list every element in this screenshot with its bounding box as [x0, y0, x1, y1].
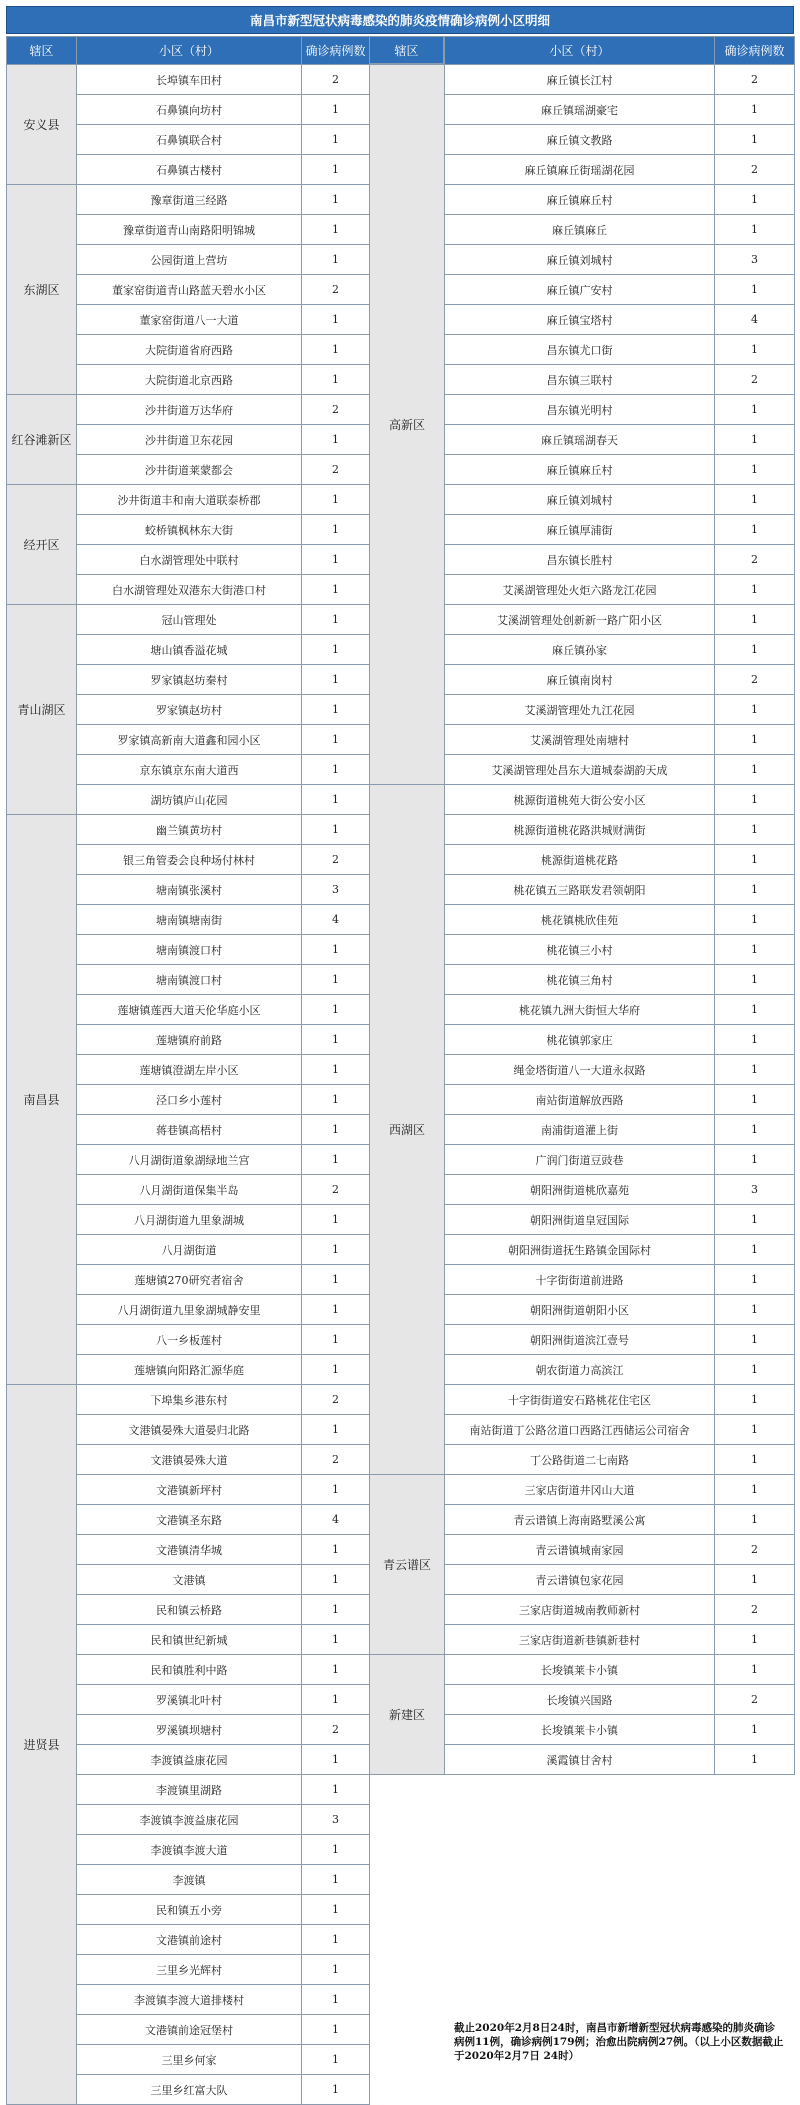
community-cell: 李渡镇里湖路 [77, 1775, 302, 1805]
community-cell: 桃花镇九洲大街恒大华府 [445, 995, 715, 1025]
community-cell: 朝阳洲街道皇冠国际 [445, 1205, 715, 1235]
case-count-cell: 1 [302, 965, 370, 995]
case-count-cell: 3 [302, 875, 370, 905]
case-count-cell: 1 [302, 695, 370, 725]
case-count-cell: 1 [715, 1415, 795, 1445]
case-count-cell: 1 [302, 185, 370, 215]
case-count-cell: 2 [715, 365, 795, 395]
case-count-cell: 1 [715, 275, 795, 305]
case-count-cell: 2 [715, 545, 795, 575]
case-count-cell: 1 [302, 1355, 370, 1385]
case-count-cell: 1 [302, 485, 370, 515]
community-cell: 李渡镇 [77, 1865, 302, 1895]
district-cell: 新建区 [370, 1655, 445, 1775]
case-count-cell: 1 [302, 245, 370, 275]
community-cell: 南浦街道灌上街 [445, 1115, 715, 1145]
case-count-cell: 1 [715, 845, 795, 875]
community-cell: 长埈镇兴国路 [445, 1685, 715, 1715]
case-count-cell: 1 [302, 1235, 370, 1265]
case-count-cell: 2 [302, 1715, 370, 1745]
case-count-cell: 1 [302, 725, 370, 755]
community-cell: 石鼻镇联合村 [77, 125, 302, 155]
case-count-cell: 1 [302, 1025, 370, 1055]
case-count-cell: 1 [715, 455, 795, 485]
community-cell: 艾溪湖管理处九江花园 [445, 695, 715, 725]
case-count-cell: 1 [302, 1535, 370, 1565]
community-cell: 幽兰镇黄坊村 [77, 815, 302, 845]
community-cell: 白水湖管理处双港东大街港口村 [77, 575, 302, 605]
case-count-cell: 1 [715, 1745, 795, 1775]
case-count-cell: 1 [715, 725, 795, 755]
case-count-cell: 1 [302, 1895, 370, 1925]
case-count-cell: 1 [715, 1325, 795, 1355]
community-cell: 京东镇京东南大道西 [77, 755, 302, 785]
community-cell: 艾溪湖管理处昌东大道城泰湖韵天成 [445, 755, 715, 785]
district-cell: 安义县 [7, 65, 77, 185]
header-cases: 确诊病例数 [715, 37, 795, 65]
district-cell: 进贤县 [7, 1385, 77, 2105]
case-count-cell: 1 [715, 1565, 795, 1595]
case-count-cell: 1 [302, 1655, 370, 1685]
community-cell: 南站街道解放西路 [445, 1085, 715, 1115]
case-count-cell: 1 [715, 1085, 795, 1115]
case-count-cell: 2 [302, 845, 370, 875]
community-cell: 沙井街道万达华府 [77, 395, 302, 425]
table-row [370, 785, 795, 815]
community-cell: 桃花镇桃欣佳苑 [445, 905, 715, 935]
case-count-cell: 1 [302, 1925, 370, 1955]
community-cell: 文港镇 [77, 1565, 302, 1595]
community-cell: 民和镇五小旁 [77, 1895, 302, 1925]
community-cell: 莲塘镇270研究者宿舍 [77, 1265, 302, 1295]
community-cell: 青云谱镇包家花园 [445, 1565, 715, 1595]
community-cell: 麻丘镇文教路 [445, 125, 715, 155]
case-count-cell: 1 [302, 155, 370, 185]
community-cell: 蒋巷镇高梧村 [77, 1115, 302, 1145]
community-cell: 麻丘镇厚浦街 [445, 515, 715, 545]
case-count-cell: 1 [715, 125, 795, 155]
case-count-cell: 1 [302, 935, 370, 965]
page-title: 南昌市新型冠状病毒感染的肺炎疫情确诊病例小区明细 [6, 6, 794, 34]
community-cell: 长埠镇车田村 [77, 65, 302, 95]
community-cell: 桃花镇郭家庄 [445, 1025, 715, 1055]
community-cell: 朝阳洲街道抚生路镇金国际村 [445, 1235, 715, 1265]
case-count-cell: 1 [302, 605, 370, 635]
community-cell: 麻丘镇刘城村 [445, 485, 715, 515]
community-cell: 朝阳洲街道滨江壹号 [445, 1325, 715, 1355]
case-count-cell: 1 [302, 1475, 370, 1505]
community-cell: 罗家镇赵坊村 [77, 695, 302, 725]
case-count-cell: 1 [715, 815, 795, 845]
community-cell: 麻丘镇瑶湖春天 [445, 425, 715, 455]
case-count-cell: 1 [715, 95, 795, 125]
case-count-cell: 1 [715, 965, 795, 995]
community-cell: 三家店街道城南教师新村 [445, 1595, 715, 1625]
community-cell: 莲塘镇向阳路汇源华庭 [77, 1355, 302, 1385]
case-count-cell: 4 [302, 905, 370, 935]
case-count-cell: 1 [715, 695, 795, 725]
case-count-cell: 1 [302, 515, 370, 545]
community-cell: 董家窑街道青山路蓝天碧水小区 [77, 275, 302, 305]
case-count-cell: 1 [302, 2075, 370, 2105]
community-cell: 八月湖街道九里象湖城 [77, 1205, 302, 1235]
community-cell: 石鼻镇向坊村 [77, 95, 302, 125]
case-count-cell: 1 [715, 1295, 795, 1325]
case-count-cell: 1 [715, 905, 795, 935]
community-cell: 沙井街道莱蒙都会 [77, 455, 302, 485]
community-cell: 白水湖管理处中联村 [77, 545, 302, 575]
case-count-cell: 1 [715, 605, 795, 635]
case-count-cell: 1 [715, 1625, 795, 1655]
community-cell: 莲塘镇府前路 [77, 1025, 302, 1055]
community-cell: 豫章街道青山南路阳明锦城 [77, 215, 302, 245]
case-count-cell: 1 [302, 1595, 370, 1625]
case-count-cell: 1 [715, 755, 795, 785]
community-cell: 文港镇清华城 [77, 1535, 302, 1565]
case-count-cell: 1 [302, 1835, 370, 1865]
case-count-cell: 1 [715, 1205, 795, 1235]
community-cell: 昌东镇长胜村 [445, 545, 715, 575]
case-count-cell: 1 [302, 305, 370, 335]
community-cell: 罗溪镇坝塘村 [77, 1715, 302, 1745]
case-count-cell: 1 [715, 785, 795, 815]
case-count-cell: 1 [302, 815, 370, 845]
case-count-cell: 1 [715, 1385, 795, 1415]
case-count-cell: 1 [715, 1025, 795, 1055]
case-count-cell: 3 [715, 1175, 795, 1205]
community-cell: 文港镇晏殊大道晏归北路 [77, 1415, 302, 1445]
case-count-cell: 1 [715, 575, 795, 605]
case-count-cell: 2 [715, 65, 795, 95]
table-row [370, 65, 795, 95]
case-count-cell: 2 [715, 1685, 795, 1715]
case-count-cell: 2 [715, 1535, 795, 1565]
case-count-cell: 1 [715, 1265, 795, 1295]
case-count-cell: 1 [302, 1205, 370, 1235]
community-cell: 昌东镇三联村 [445, 365, 715, 395]
header-district: 辖区 [369, 36, 444, 64]
case-count-cell: 1 [302, 755, 370, 785]
community-cell: 广润门街道豆豉巷 [445, 1145, 715, 1175]
community-cell: 麻丘镇麻丘街瑶湖花园 [445, 155, 715, 185]
case-count-cell: 1 [302, 335, 370, 365]
community-cell: 桃花镇三角村 [445, 965, 715, 995]
community-cell: 蛟桥镇枫林东大街 [77, 515, 302, 545]
right-case-table [444, 36, 795, 65]
community-cell: 罗家镇高新南大道鑫和园小区 [77, 725, 302, 755]
community-cell: 麻丘镇孙家 [445, 635, 715, 665]
case-count-cell: 1 [715, 635, 795, 665]
case-count-cell: 1 [302, 95, 370, 125]
case-count-cell: 1 [715, 1655, 795, 1685]
case-count-cell: 1 [715, 1715, 795, 1745]
community-cell: 昌东镇尤口街 [445, 335, 715, 365]
case-count-cell: 2 [715, 1595, 795, 1625]
case-count-cell: 1 [302, 545, 370, 575]
case-count-cell: 2 [302, 1175, 370, 1205]
case-count-cell: 1 [715, 215, 795, 245]
community-cell: 民和镇胜利中路 [77, 1655, 302, 1685]
community-cell: 朝阳洲街道桃欣嘉苑 [445, 1175, 715, 1205]
community-cell: 青云谱镇城南家园 [445, 1535, 715, 1565]
community-cell: 李渡镇李渡大道 [77, 1835, 302, 1865]
summary-note: 截止2020年2月8日24时，南昌市新增新型冠状病毒感染的肺炎确诊病例11例，确诊病例179例；治愈出院病例27例。（以上小区数据截止于2020年2月7日 24时） [454, 2022, 784, 2062]
community-cell: 八月湖街道象湖绿地兰宫 [77, 1145, 302, 1175]
community-cell: 八一乡板莲村 [77, 1325, 302, 1355]
case-count-cell: 1 [302, 125, 370, 155]
header-community: 小区（村） [445, 37, 715, 65]
community-cell: 罗溪镇北叶村 [77, 1685, 302, 1715]
community-cell: 大院街道北京西路 [77, 365, 302, 395]
case-count-cell: 1 [302, 2015, 370, 2045]
case-count-cell: 1 [715, 1115, 795, 1145]
case-count-cell: 2 [715, 155, 795, 185]
case-count-cell: 1 [302, 425, 370, 455]
case-count-cell: 1 [302, 1145, 370, 1175]
community-cell: 麻丘镇刘城村 [445, 245, 715, 275]
case-count-cell: 2 [302, 395, 370, 425]
table-row [370, 1475, 795, 1505]
community-cell: 李渡镇李渡大道排楼村 [77, 1985, 302, 2015]
community-cell: 桃花镇三小村 [445, 935, 715, 965]
case-count-cell: 1 [715, 1355, 795, 1385]
case-count-cell: 1 [715, 1505, 795, 1535]
community-cell: 文港镇晏殊大道 [77, 1445, 302, 1475]
case-count-cell: 2 [302, 275, 370, 305]
community-cell: 塘南镇渡口村 [77, 935, 302, 965]
community-cell: 塘山镇香溢花城 [77, 635, 302, 665]
case-count-cell: 2 [302, 1445, 370, 1475]
community-cell: 三家店街道井冈山大道 [445, 1475, 715, 1505]
case-count-cell: 1 [302, 1865, 370, 1895]
community-cell: 民和镇世纪新城 [77, 1625, 302, 1655]
case-count-cell: 1 [715, 515, 795, 545]
community-cell: 麻丘镇麻丘村 [445, 455, 715, 485]
community-cell: 艾溪湖管理处火炬六路龙江花园 [445, 575, 715, 605]
case-count-cell: 1 [715, 875, 795, 905]
community-cell: 十字街街道前进路 [445, 1265, 715, 1295]
right-header-row [445, 37, 795, 65]
district-cell: 青山湖区 [7, 605, 77, 815]
community-cell: 塘南镇塘南街 [77, 905, 302, 935]
community-cell: 桃源街道桃花路洪城财满街 [445, 815, 715, 845]
community-cell: 泾口乡小莲村 [77, 1085, 302, 1115]
community-cell: 桃源街道桃花路 [445, 845, 715, 875]
case-count-cell: 1 [302, 215, 370, 245]
case-count-cell: 1 [302, 1985, 370, 2015]
case-count-cell: 1 [715, 335, 795, 365]
community-cell: 三家店街道新巷镇新巷村 [445, 1625, 715, 1655]
table-row [370, 1655, 795, 1685]
community-cell: 沙井街道卫东花园 [77, 425, 302, 455]
community-cell: 莲塘镇澄湖左岸小区 [77, 1055, 302, 1085]
header-community: 小区（村） [77, 37, 302, 65]
community-cell: 艾溪湖管理处创新新一路广阳小区 [445, 605, 715, 635]
case-count-cell: 1 [715, 425, 795, 455]
case-count-cell: 1 [715, 1475, 795, 1505]
community-cell: 昌东镇光明村 [445, 395, 715, 425]
community-cell: 莲塘镇莲西大道天伦华庭小区 [77, 995, 302, 1025]
community-cell: 民和镇云桥路 [77, 1595, 302, 1625]
community-cell: 麻丘镇瑶湖豪宅 [445, 95, 715, 125]
community-cell: 桃花镇五三路联发君领朝阳 [445, 875, 715, 905]
case-count-cell: 1 [715, 1445, 795, 1475]
case-count-cell: 1 [302, 1565, 370, 1595]
case-count-cell: 4 [715, 305, 795, 335]
district-cell: 西湖区 [370, 785, 445, 1475]
district-cell: 青云谱区 [370, 1475, 445, 1655]
case-count-cell: 1 [302, 1295, 370, 1325]
case-count-cell: 1 [302, 665, 370, 695]
case-count-cell: 1 [715, 185, 795, 215]
district-cell: 经开区 [7, 485, 77, 605]
community-cell: 冠山管理处 [77, 605, 302, 635]
case-count-cell: 1 [715, 485, 795, 515]
case-count-cell: 1 [302, 1775, 370, 1805]
community-cell: 麻丘镇麻丘 [445, 215, 715, 245]
community-cell: 麻丘镇宝塔村 [445, 305, 715, 335]
community-cell: 下埠集乡港东村 [77, 1385, 302, 1415]
community-cell: 麻丘镇广安村 [445, 275, 715, 305]
community-cell: 银三角管委会良种场付林村 [77, 845, 302, 875]
case-count-cell: 1 [302, 365, 370, 395]
left-panel [6, 36, 369, 2105]
community-cell: 三里乡何家 [77, 2045, 302, 2075]
community-cell: 八月湖街道 [77, 1235, 302, 1265]
community-cell: 李渡镇李渡益康花园 [77, 1805, 302, 1835]
case-count-cell: 3 [302, 1805, 370, 1835]
page [6, 6, 794, 2097]
community-cell: 十字街街道安石路桃花住宅区 [445, 1385, 715, 1415]
community-cell: 长埈镇莱卡小镇 [445, 1715, 715, 1745]
community-cell: 丁公路街道二七南路 [445, 1445, 715, 1475]
community-cell: 大院街道省府西路 [77, 335, 302, 365]
community-cell: 湖坊镇庐山花园 [77, 785, 302, 815]
case-count-cell: 1 [302, 1685, 370, 1715]
community-cell: 石鼻镇古楼村 [77, 155, 302, 185]
case-count-cell: 1 [302, 785, 370, 815]
community-cell: 公园街道上营坊 [77, 245, 302, 275]
community-cell: 文港镇圣东路 [77, 1505, 302, 1535]
case-count-cell: 1 [302, 2045, 370, 2075]
community-cell: 董家窑街道八一大道 [77, 305, 302, 335]
header-cases: 确诊病例数 [302, 37, 370, 65]
community-cell: 朝农街道力高滨江 [445, 1355, 715, 1385]
community-cell: 桃源街道桃苑大街公安小区 [445, 785, 715, 815]
case-count-cell: 1 [302, 1625, 370, 1655]
community-cell: 文港镇前途冠堡村 [77, 2015, 302, 2045]
case-count-cell: 1 [302, 1745, 370, 1775]
case-count-cell: 1 [715, 1235, 795, 1265]
community-cell: 八月湖街道九里象湖城静安里 [77, 1295, 302, 1325]
community-cell: 罗家镇赵坊秦村 [77, 665, 302, 695]
community-cell: 塘南镇渡口村 [77, 965, 302, 995]
community-cell: 文港镇新坪村 [77, 1475, 302, 1505]
case-count-cell: 1 [302, 575, 370, 605]
case-count-cell: 1 [302, 1955, 370, 1985]
community-cell: 绳金塔街道八一大道永叔路 [445, 1055, 715, 1085]
case-count-cell: 2 [302, 1385, 370, 1415]
case-count-cell: 1 [302, 1115, 370, 1145]
header-district: 辖区 [7, 37, 77, 65]
community-cell: 八月湖街道保集半岛 [77, 1175, 302, 1205]
district-cell: 红谷滩新区 [7, 395, 77, 485]
case-count-cell: 1 [302, 1415, 370, 1445]
case-count-cell: 4 [302, 1505, 370, 1535]
case-count-cell: 2 [302, 455, 370, 485]
case-count-cell: 1 [715, 995, 795, 1025]
case-count-cell: 1 [302, 635, 370, 665]
community-cell: 三里乡红富大队 [77, 2075, 302, 2105]
community-cell: 艾溪湖管理处南塘村 [445, 725, 715, 755]
case-count-cell: 1 [302, 995, 370, 1025]
case-count-cell: 1 [302, 1085, 370, 1115]
community-cell: 李渡镇益康花园 [77, 1745, 302, 1775]
case-count-cell: 1 [302, 1055, 370, 1085]
community-cell: 朝阳洲街道朝阳小区 [445, 1295, 715, 1325]
district-cell: 高新区 [370, 65, 445, 785]
community-cell: 麻丘镇南岗村 [445, 665, 715, 695]
community-cell: 青云谱镇上海南路墅溪公寓 [445, 1505, 715, 1535]
community-cell: 塘南镇张溪村 [77, 875, 302, 905]
community-cell: 沙井街道丰和南大道联泰桥郡 [77, 485, 302, 515]
district-cell: 东湖区 [7, 185, 77, 395]
case-count-cell: 3 [715, 245, 795, 275]
community-cell: 豫章街道三经路 [77, 185, 302, 215]
case-count-cell: 1 [715, 1055, 795, 1085]
community-cell: 三里乡光辉村 [77, 1955, 302, 1985]
case-count-cell: 1 [715, 935, 795, 965]
community-cell: 长埈镇莱卡小镇 [445, 1655, 715, 1685]
community-cell: 南站街道丁公路岔道口西路江西储运公司宿舍 [445, 1415, 715, 1445]
right-case-table-body [369, 64, 795, 1775]
community-cell: 麻丘镇麻丘村 [445, 185, 715, 215]
case-count-cell: 1 [715, 395, 795, 425]
community-cell: 溪霞镇甘舍村 [445, 1745, 715, 1775]
case-count-cell: 2 [715, 665, 795, 695]
community-cell: 文港镇前途村 [77, 1925, 302, 1955]
district-cell: 南昌县 [7, 815, 77, 1385]
case-count-cell: 1 [715, 1145, 795, 1175]
community-cell: 麻丘镇长江村 [445, 65, 715, 95]
case-count-cell: 1 [302, 1265, 370, 1295]
case-count-cell: 1 [302, 1325, 370, 1355]
case-count-cell: 2 [302, 65, 370, 95]
